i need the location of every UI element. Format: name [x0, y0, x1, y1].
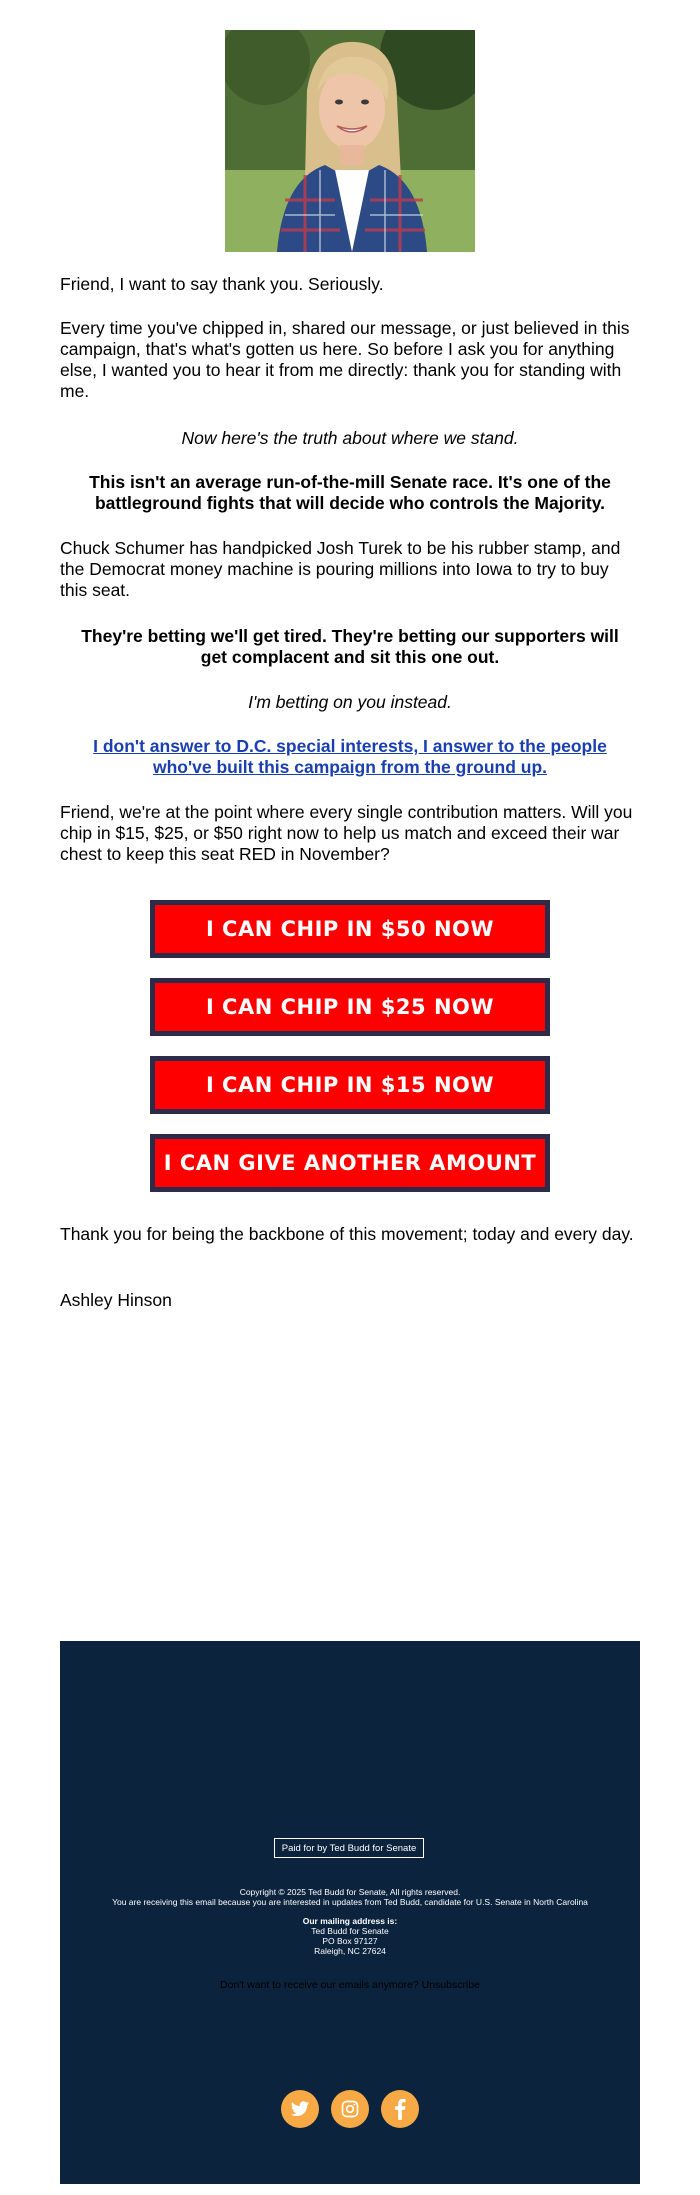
unsubscribe-link[interactable]: Don't want to receive our emails anymore? Unsubscribe: [220, 1979, 480, 1991]
ask-paragraph: Friend, we're at the point where every single contribution matters. Will you chip in $15, $25, or $50 right now to help us match and exceed their war chest to keep this seat RED in November?: [60, 802, 633, 864]
paragraph-thanks: Every time you've chipped in, shared our message, or just believed in this campaign, that's what's gotten us here. So before I ask you for anything else, I wanted you to hear it from me directly: thank you for standing with me.: [60, 318, 630, 401]
betting-statement: They're betting we'll get tired. They're betting our supporters will get complacent and sit this one out.: [81, 626, 619, 667]
truth-line: Now here's the truth about where we stand.: [181, 428, 519, 448]
candidate-photo: [225, 30, 475, 252]
footer: [60, 1641, 640, 2184]
twitter-icon[interactable]: [281, 2090, 319, 2128]
closing-thanks: Thank you for being the backbone of this movement; today and every day.: [60, 1224, 634, 1244]
donate-25-button[interactable]: I CAN CHIP IN $25 NOW: [150, 978, 550, 1036]
instagram-icon[interactable]: [331, 2090, 369, 2128]
address-city: Raleigh, NC 27624: [314, 1946, 386, 1956]
greeting: Friend, I want to say thank you. Seriously.: [60, 274, 384, 294]
facebook-icon[interactable]: [381, 2090, 419, 2128]
copyright: Copyright © 2025 Ted Budd for Senate, All rights reserved.: [239, 1887, 461, 1897]
betting-on-you: I'm betting on you instead.: [248, 692, 452, 712]
schumer-paragraph: Chuck Schumer has handpicked Josh Turek to be his rubber stamp, and the Democrat money machine is pouring millions into Iowa to try to buy this seat.: [60, 538, 621, 600]
donate-15-button[interactable]: I CAN CHIP IN $15 NOW: [150, 1056, 550, 1114]
address-name: Ted Budd for Senate: [311, 1926, 389, 1936]
paid-for-box: Paid for by Ted Budd for Senate: [274, 1838, 424, 1858]
receiving-notice: You are receiving this email because you are interested in updates from Ted Budd, candidate for U.S. Senate in North Carolina: [112, 1897, 588, 1907]
donate-50-button[interactable]: I CAN CHIP IN $50 NOW: [150, 900, 550, 958]
address-po: PO Box 97127: [322, 1936, 378, 1946]
race-statement: This isn't an average run-of-the-mill Senate race. It's one of the battleground fights that will decide who controls the Majority.: [89, 472, 611, 513]
campaign-link[interactable]: I don't answer to D.C. special interests, I answer to the people who've built this campaign from the ground up.: [93, 736, 607, 777]
mailing-heading: Our mailing address is:: [302, 1916, 398, 1926]
donate-other-button[interactable]: I CAN GIVE ANOTHER AMOUNT: [150, 1134, 550, 1192]
signature: Ashley Hinson: [60, 1290, 172, 1310]
